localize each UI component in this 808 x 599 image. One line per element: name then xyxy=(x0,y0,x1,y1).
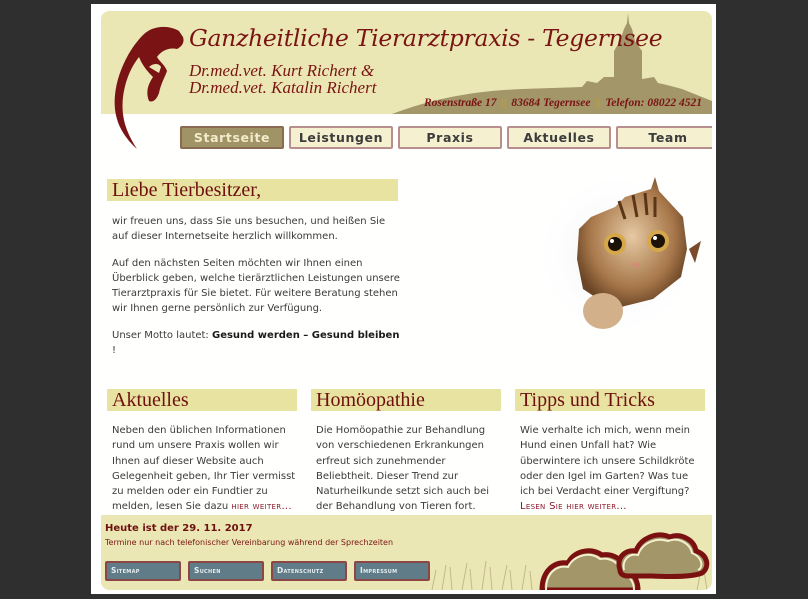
motto-prefix: Unser Motto lautet: xyxy=(112,330,212,341)
clouds-grass-decoration xyxy=(412,515,712,590)
contact-address xyxy=(424,97,702,109)
tips-column xyxy=(515,389,705,515)
current-date: Heute ist der 29. 11. 2017 xyxy=(105,523,253,534)
nav-aktuelles[interactable]: Aktuelles xyxy=(507,126,611,149)
separator: || xyxy=(501,97,507,109)
read-more-link[interactable]: hier weiter... xyxy=(231,501,292,513)
nav-leistungen[interactable]: Leistungen xyxy=(289,126,393,149)
nav-praxis[interactable]: Praxis xyxy=(398,126,502,149)
site-title: Ganzheitliche Tierarztpraxis - Tegernsee xyxy=(189,24,663,52)
appointment-note: Termine nur nach telefonischer Vereinbarung während der Sprechzeiten xyxy=(105,538,394,547)
street: Rosenstraße 17 xyxy=(424,97,497,109)
news-column xyxy=(107,389,297,515)
doctor-name: Dr.med.vet. Kurt Richert & xyxy=(189,61,375,80)
page xyxy=(101,11,712,590)
column-heading: Tipps und Tricks xyxy=(515,389,705,411)
read-more-link[interactable]: Lesen Sie hier weiter... xyxy=(520,501,627,513)
column-body: Neben den üblichen Informationen rund um unsere Praxis wollen wir Ihnen auf dieser Website auch Gelegenheit geben, Ihr Tier vermisst zu melden oder ein Fundtier zu melden, lesen Sie dazu xyxy=(112,425,296,513)
paragraph: wir freuen uns, dass Sie uns besuchen, und heißen Sie auf dieser Internetseite herzlich willkommen. xyxy=(112,216,386,242)
imprint-button[interactable]: Impressum xyxy=(354,561,430,581)
paragraph: Auf den nächsten Seiten möchten wir Ihnen einen Überblick geben, welche tierärztlichen Leistungen unsere Tierarztpraxis für Sie bietet. Für weitere Beratung stehen wir Ihnen gerne persönlich zur Verfügung. xyxy=(112,258,400,314)
column-heading: Homöopathie xyxy=(311,389,501,411)
header xyxy=(101,11,712,114)
doctor-name: Dr.med.vet. Katalin Richert xyxy=(189,78,377,97)
doctor-names xyxy=(189,62,376,96)
motto xyxy=(112,328,400,358)
motto-text: Gesund werden – Gesund bleiben xyxy=(211,330,400,341)
city: 83684 Tegernsee xyxy=(511,97,591,109)
column-text xyxy=(515,423,705,515)
search-button[interactable]: Suchen xyxy=(188,561,264,581)
welcome-text xyxy=(107,214,400,358)
footer-links xyxy=(105,561,430,581)
cat-image xyxy=(533,159,703,339)
dog-cat-logo[interactable] xyxy=(109,23,189,153)
browser-viewport xyxy=(91,4,716,594)
welcome-heading: Liebe Tierbesitzer, xyxy=(107,179,398,201)
motto-suffix: ! xyxy=(112,345,117,356)
homeopathy-column xyxy=(311,389,501,530)
main-nav xyxy=(180,126,712,149)
sitemap-button[interactable]: Sitemap xyxy=(105,561,181,581)
column-body: Wie verhalte ich mich, wenn mein Hund einen Unfall hat? Wie überwintere ich unsere Schildkröte oder den Igel im Garten? Was tue ich bei Verdacht einer Vergiftung? xyxy=(520,425,695,498)
column-heading: Aktuelles xyxy=(107,389,297,411)
separator: || xyxy=(595,97,601,109)
column-text xyxy=(107,423,297,515)
welcome-section xyxy=(107,179,400,370)
nav-team[interactable]: Team xyxy=(616,126,712,149)
phone: Telefon: 08022 4521 xyxy=(605,97,702,109)
column-body: Die Homöopathie zur Behandlung von verschiedenen Erkrankungen erfreut sich zunehmender Beliebtheit. Dieser Trend zur Naturheilkunde setzt sich auch bei der Behandlung von Tieren fort. xyxy=(316,425,490,513)
privacy-button[interactable]: Datenschutz xyxy=(271,561,347,581)
nav-startseite[interactable]: Startseite xyxy=(180,126,284,149)
footer xyxy=(101,515,712,590)
